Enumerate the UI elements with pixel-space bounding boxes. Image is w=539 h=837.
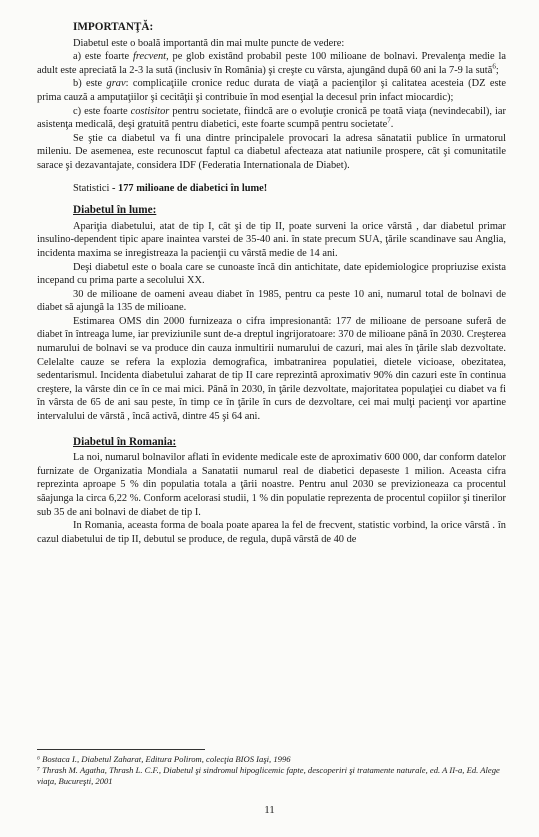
item-c-end: . [390, 119, 394, 131]
paragraph-romania-2: In Romania, aceasta forma de boala poate aparea la fel de frecvent, statistic vorbind, la orice vârstă . în cazul diabetului de tip II, debutul se produce, de regula, după vârstă de 40 de [37, 520, 506, 545]
statistici-label: Statistici [73, 182, 112, 194]
list-item-b [37, 77, 506, 104]
paragraph-provocari: Se ştie ca diabetul va fi una dintre principalele provocari la adresa sănatatii publice în urmatorul mileniu. De asemenea, este recunoscut faptul ca diabetul afecteaza atat natiunile prospere, cât şi comunitatile sarace şi dezavantajate, considera IDF (Federatia Internationala de Diabet). [37, 132, 506, 171]
page-body [37, 21, 506, 546]
item-b-emphasis: grav [106, 78, 126, 90]
spacer [37, 195, 506, 204]
heading-diabetul-in-romania: Diabetul în Romania: [73, 435, 177, 448]
item-b-pre: b) este [73, 78, 107, 90]
item-c-text: pentru societate, fiindcă are o evoluţie cronică pe toată viaţa (nevindecabil), iar asistenţa medicală, deşi gratuită pentru diabetici, este foarte scumpă pentru societate [37, 105, 506, 131]
statistici-highlight: - 177 milioane de diabetici în lume! [111, 182, 268, 194]
footnote-ref-7: 7 [387, 116, 391, 125]
page-number: 11 [264, 804, 275, 816]
item-c-pre: c) este foarte [73, 105, 131, 117]
paragraph-romania-1: La noi, numarul bolnavilor aflati în evidente medicale este de aproximativ 600 000, dar conform datelor furnizate de Organizatia Mondiala a Sanatatii numarul real de diabetici depaseste 1 milion. Aceasta cifra reprezinta aproape 5 % din populatia totala a ţării noastre. Pentru anul 2030 se previzioneaza ca procentul săajunga la circa 6,22 %. Conform acelorasi studii, 1 % din populatie reprezenta de procentul copiilor şi tinerilor sub 35 de ani bolnavi de diabet de tip I. [37, 452, 506, 518]
paragraph-lume-1: Apariţia diabetului, atat de tip I, cât şi de tip II, poate surveni la orice vârstă , dar diabetul primar insulino-dependent tipic apare inaintea varstei de 35-40 ani. în state precum SUA, ţările scandinave sau Anglia, incidenta maxima se inregistreaza la pacienţii cu vârstă medie de 14 ani. [37, 220, 506, 259]
footnote-7: ⁷ Thrash M. Agatha, Thrash L. C.F., Diabetul şi sindromul hipoglicemic fapte, descoperiri şi tratamente naturale, ed. A II-a, Ed. Alege viaţa, Bucureşti, 2001 [37, 765, 500, 786]
footnote-ref-6: 6 [492, 62, 496, 71]
spacer [37, 424, 506, 436]
footnote-6: ⁶ Bostaca I., Diabetul Zaharat, Editura Polirom, colecţia BIOS Iaşi, 1996 [37, 754, 291, 764]
list-item-a [37, 50, 506, 77]
statistici-line [37, 182, 506, 196]
list-item-c [37, 105, 506, 132]
paragraph-lume-2: Deşi diabetul este o boala care se cunoaste încă din antichitate, date epidemiologice propriuzise exista incepand cu prima parte a secolului XX. [37, 261, 506, 287]
footnote-divider [37, 749, 205, 750]
item-a-end: ; [495, 64, 499, 76]
paragraph-lume-4: Estimarea OMS din 2000 furnizeaza o cifra impresionantă: 177 de milioane de persoane suferă de diabet în întreaga lume, iar previziunile sunt de-a dreptul ingrijoratoare: 370 de milioane până în 2030. Creşterea numarului de bolnavi se va produce din cauza inmultirii numarului de cazuri, mai ales în ţările slab dezvoltate. Celelalte cauze se refera la explozia demografica, imbatranirea populatiei, dietele vicioase, obezitatea, sedentarismul. Incidenta diabetului zaharat de tip II care reprezintă aproximativ 90% din cazuri este în continua creştere, la vârste din ce în ce mai mici. Până în 2030, în ţările dezvoltate, majoritatea populaţiei cu diabet va fi în vârsta de 65 de ani sau peste, în timp ce în ţările în curs de dezvoltare, cei mai mulţi pacienţi vor apartine intervalului de vârstă , încă activă, dintre 45 şi 64 ani. [37, 315, 506, 423]
item-a-pre: a) este foarte [73, 51, 133, 63]
item-a-text: , pe glob existând probabil peste 100 milioane de bolnavi. Prevalenţa medie la adult este apreciată la 2-3 la sută (inclusiv în România) şi creşte cu vârsta, ajungând după 60 ani la 7-9 la sută [37, 51, 506, 76]
spacer [37, 173, 506, 182]
heading-importanta: IMPORTANŢĂ: [73, 21, 154, 33]
heading-diabetul-in-lume: Diabetul în lume: [73, 204, 157, 217]
item-a-emphasis: frecvent [133, 51, 167, 63]
footnotes [37, 754, 506, 787]
intro-paragraph: Diabetul este o boală importantă din mai multe puncte de vedere: [73, 37, 345, 49]
item-c-emphasis: costisitor [130, 105, 170, 117]
paragraph-lume-3: 30 de milioane de oameni aveau diabet în 1985, pentru ca peste 10 ani, numarul total de bolnavi de diabet să ajungă la 135 de milioane. [37, 288, 506, 314]
item-b-text: : complicaţiile cronice reduc durata de viaţă a pacienţilor şi calitatea acesteia (DZ este prima cauză a amputaţiilor şi cecităţii şi contribuie în mod esenţial la decesul prin infact miocardic); [37, 78, 506, 103]
